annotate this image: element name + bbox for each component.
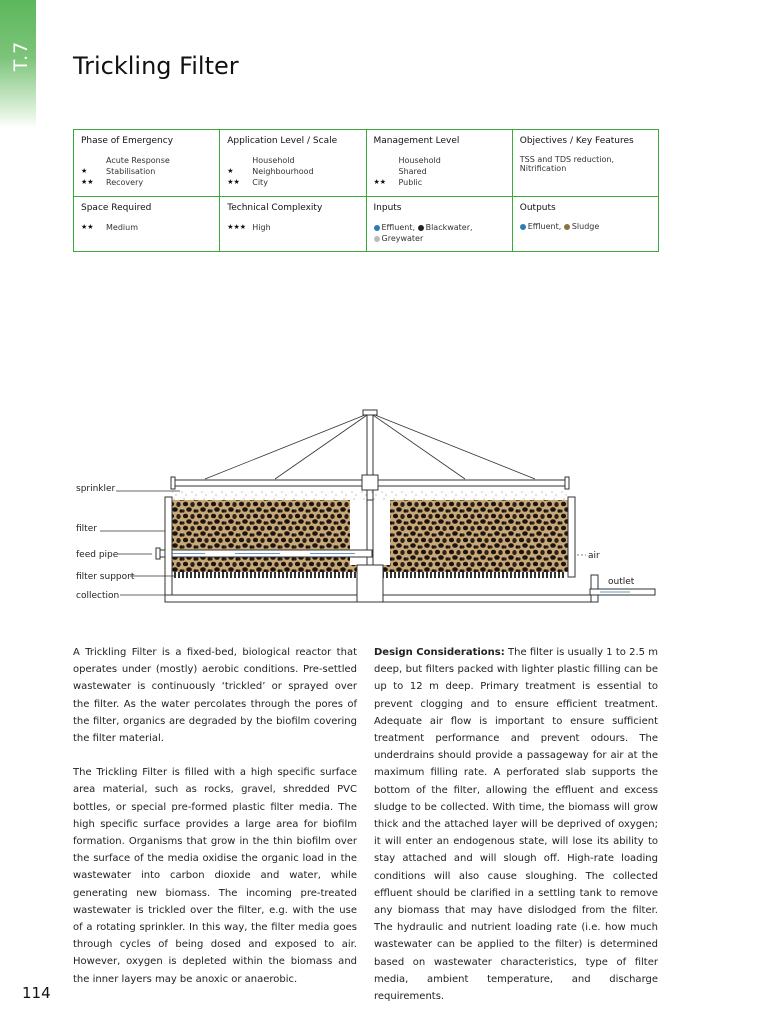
objectives-text: TSS and TDS reduction, Nitrification [519, 155, 615, 173]
label-filter: filter [76, 524, 97, 534]
application-cell [220, 130, 366, 197]
management-cell [366, 130, 512, 197]
objectives-title: Objectives / Key Features [519, 136, 634, 146]
label-outlet: outlet [608, 577, 635, 587]
left-column [73, 644, 357, 1005]
management-option: ★★ Public [373, 178, 423, 187]
complexity-option: ★★★ High [227, 223, 271, 232]
design-text: The filter is usually 1 to 2.5 m deep, but filters packed with lighter plastic filling can be up to 12 m deep. Primary treatment is essential to prevent clogging and to ensure efficient treatment. Adequate air flow is important to ensure sufficient treatment performance and prevent odours. The underdrains should provide a passageway for air at the maximum filling rate. A perforated slab supports the bottom of the filter, allowing the effluent and excess sludge to be collected. With time, the biomass will grow thick and the attached layer will be deprived of oxygen; it will enter an endogenous state, will lose its ability to stay attached and will slough off. High-rate loading conditions will also cause sloughing. The collected effluent should be clarified in a settling tank to remove any biomass that may have dislodged from the filter. The hydraulic and nutrient loading rate (i.e. how much wastewater can be applied to the filter) is determined based on wastewater characteristics, type of filter media, ambient temperature, and discharge requirements. [374, 647, 659, 1003]
greywater-dot-icon [374, 236, 380, 242]
effluent-dot-icon [520, 224, 526, 230]
objectives-cell [512, 130, 658, 197]
inputs-title: Inputs [373, 203, 402, 213]
space-cell [74, 197, 220, 252]
label-feed-pipe: feed pipe [76, 550, 119, 560]
inputs-cell [366, 197, 512, 252]
outputs-list: Effluent, Sludge [520, 222, 652, 231]
label-collection: collection [76, 591, 120, 601]
application-option: ★★ City [227, 178, 268, 187]
management-option: Shared [398, 167, 427, 176]
phase-option: Acute Response [106, 156, 170, 165]
application-title: Application Level / Scale [227, 136, 338, 146]
spray-droplets [172, 488, 568, 500]
section-tag: T.7 [10, 40, 33, 72]
space-title: Space Required [81, 203, 152, 213]
outputs-cell [512, 197, 658, 252]
label-filter-support: filter support [76, 572, 135, 582]
application-option: Household [252, 156, 295, 165]
management-title: Management Level [373, 136, 460, 146]
section-tab [0, 0, 36, 128]
design-paragraph [374, 644, 658, 1005]
effluent-dot-icon [374, 225, 380, 231]
design-heading: Design Considerations: [374, 647, 505, 658]
phase-title: Phase of Emergency [81, 136, 174, 146]
intro-paragraph: A Trickling Filter is a fixed-bed, biological reactor that operates under (mostly) aerobic conditions. Pre-settled wastewater is continuously ‘trickled’ or sprayed over the filter. As the water percolates through the pores of the filter, organics are degraded by the biofilm covering the filter material. [73, 647, 357, 745]
blackwater-dot-icon [418, 225, 424, 231]
sludge-dot-icon [564, 224, 570, 230]
page-number: 114 [22, 984, 51, 1002]
application-option: ★ Neighbourhood [227, 167, 314, 176]
management-option: Household [398, 156, 441, 165]
phase-option: ★★ Recovery [81, 178, 144, 187]
info-table [73, 129, 659, 252]
inputs-list: Effluent, Blackwater, Greywater [374, 222, 506, 244]
outputs-title: Outputs [519, 203, 556, 213]
feed-pipe [156, 548, 372, 559]
phase-option: ★ Stabilisation [81, 167, 156, 176]
right-column [374, 644, 658, 1022]
space-option: ★★ Medium [81, 223, 138, 232]
complexity-cell [220, 197, 366, 252]
trickling-filter-diagram [70, 405, 670, 610]
label-air: air [588, 551, 600, 561]
phase-cell [74, 130, 220, 197]
page-title: Trickling Filter [73, 52, 239, 81]
label-sprinkler: sprinkler [76, 484, 116, 494]
description-paragraph: The Trickling Filter is filled with a high specific surface area material, such as rocks, gravel, shredded PVC bottles, or special pre-formed plastic filter media. The high specific surface provides a large area for biofilm formation. Organisms that grow in the thin biofilm over the surface of the media oxidise the organic load in the wastewater into carbon dioxide and water, while generating new biomass. The incoming pre-treated wastewater is trickled over the filter, e.g. with the use of a rotating sprinkler. In this way, the filter media goes through cycles of being dosed and exposed to air. However, oxygen is depleted within the biomass and the inner layers may be anoxic or anaerobic. [73, 767, 357, 985]
complexity-title: Technical Complexity [227, 203, 323, 213]
